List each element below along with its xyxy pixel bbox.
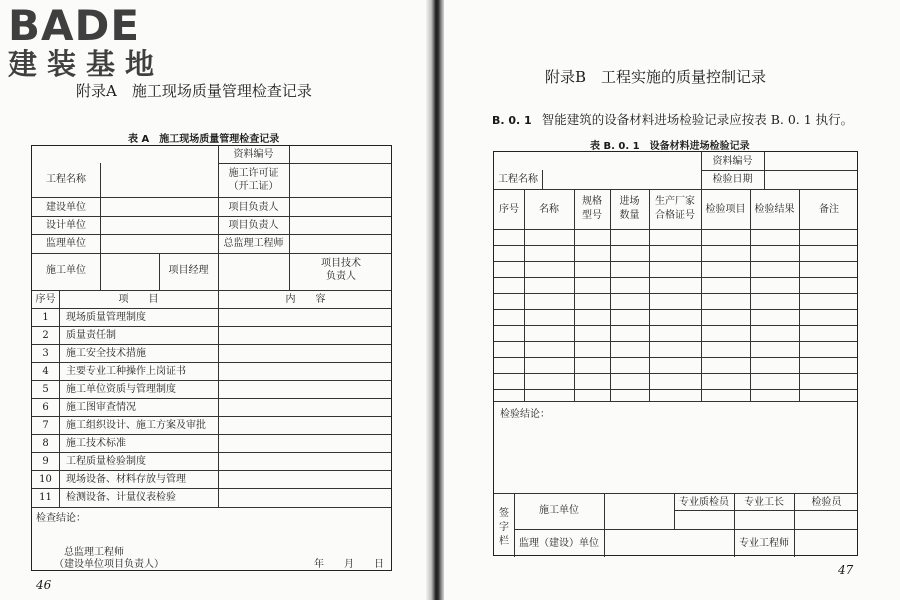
sign-builder-unit: 施工单位: [539, 505, 579, 516]
item-text: 工程质量检验制度: [66, 456, 146, 467]
table-a-caption: 表 A 施工现场质量管理检查记录: [128, 134, 280, 145]
label-construction-unit: 建设单位: [46, 202, 86, 213]
item-no: 3: [42, 348, 49, 359]
col-remarks: 备注: [819, 204, 839, 215]
item-no: 9: [42, 456, 49, 467]
item-no: 4: [42, 366, 49, 377]
clause-b01: [492, 110, 853, 128]
label-project-leader: 项目负责人: [228, 202, 279, 213]
page-number-right: 47: [838, 563, 854, 577]
col-spec-sub: 型号: [582, 210, 602, 221]
label-supervision-unit: 监理单位: [46, 238, 86, 249]
col-spec: 规格: [582, 196, 602, 207]
col-name: 名称: [539, 204, 559, 215]
label-permit-sub: （开工证）: [228, 181, 279, 192]
col-content: 内 容: [285, 294, 326, 305]
conclusion-label: 检查结论：: [36, 513, 86, 524]
item-text: 施工单位资质与管理制度: [66, 384, 176, 395]
label-project-manager: 项目经理: [168, 265, 209, 276]
label-project-name: 工程名称: [498, 174, 538, 185]
item-no: 11: [39, 492, 52, 503]
label-chief-supervisor: 总监理工程师: [223, 238, 284, 249]
item-text: 检测设备、计量仪表检验: [66, 492, 176, 503]
sign-quality-inspector: 专业质检员: [679, 497, 729, 508]
appendix-b-heading: 附录B 工程实施的质量控制记录: [545, 68, 767, 86]
clause-text: 智能建筑的设备材料进场检验记录应按表 B. 0. 1 执行。: [541, 112, 854, 127]
page-number-left: 46: [36, 578, 52, 592]
col-qty-sub: 数量: [619, 210, 640, 221]
label-data-no: 资料编号: [233, 149, 274, 160]
label-tech-lead: 项目技术: [321, 258, 361, 269]
signer-label: 总监理工程师: [64, 547, 124, 558]
signer-label-sub: （建设单位项目负责人）: [54, 559, 164, 570]
item-no: 10: [39, 474, 52, 485]
table-b01: [493, 151, 858, 556]
label-permit: 施工许可证: [228, 168, 279, 179]
item-no: 5: [42, 384, 49, 395]
col-no: 序号: [499, 204, 519, 215]
item-no: 2: [42, 330, 49, 341]
label-inspection-date: 检验日期: [712, 174, 753, 185]
label-tech-lead-sub: 负责人: [326, 271, 356, 282]
col-maker-sub: 合格证号: [655, 210, 695, 221]
item-text: 施工技术标准: [66, 438, 126, 449]
col-inspection-result: 检验结果: [754, 204, 795, 215]
sign-inspector: 检验员: [811, 497, 842, 508]
sign-col-label: 栏: [499, 536, 509, 547]
sign-foreman: 专业工长: [744, 497, 784, 508]
conclusion-label: 检验结论：: [500, 409, 550, 420]
table-b01-caption: 表 B. 0. 1 设备材料进场检验记录: [590, 141, 750, 152]
label-design-unit: 设计单位: [46, 220, 86, 231]
logo-brand: BADE: [8, 1, 141, 50]
item-text: 现场质量管理制度: [66, 312, 146, 323]
sign-engineer: 专业工程师: [739, 538, 789, 549]
item-text: 施工组织设计、施工方案及审批: [66, 420, 206, 431]
label-project-leader-2: 项目负责人: [228, 220, 279, 231]
col-no: 序号: [35, 294, 56, 305]
col-qty: 进场: [619, 196, 640, 207]
appendix-a-heading: 附录A 施工现场质量管理检查记录: [76, 82, 312, 100]
date-label: 年 月 日: [314, 559, 384, 570]
clause-number: B. 0. 1: [492, 114, 532, 127]
label-project-name: 工程名称: [46, 174, 86, 185]
item-no: 1: [42, 312, 49, 323]
item-no: 6: [42, 402, 49, 413]
item-text: 质量责任制: [66, 330, 116, 341]
col-maker: 生产厂家: [655, 196, 695, 207]
logo-subtitle: 建装基地: [8, 47, 165, 81]
sign-col-label: 签: [499, 508, 509, 519]
item-text: 施工安全技术措施: [66, 348, 146, 359]
item-text: 施工图审查情况: [66, 402, 136, 413]
sign-col-label: 字: [499, 522, 509, 533]
bade-logo: [8, 1, 176, 81]
col-item: 项 目: [118, 294, 159, 305]
col-inspection-items: 检验项目: [705, 204, 746, 215]
label-data-no: 资料编号: [712, 156, 753, 167]
item-text: 现场设备、材料存放与管理: [66, 474, 186, 485]
label-builder-unit: 施工单位: [46, 265, 86, 276]
item-text: 主要专业工种操作上岗证书: [66, 366, 186, 377]
table-a: [31, 145, 392, 571]
item-no: 8: [42, 438, 49, 449]
item-no: 7: [42, 420, 49, 431]
sign-supervision-unit: 监理（建设）单位: [519, 538, 599, 549]
